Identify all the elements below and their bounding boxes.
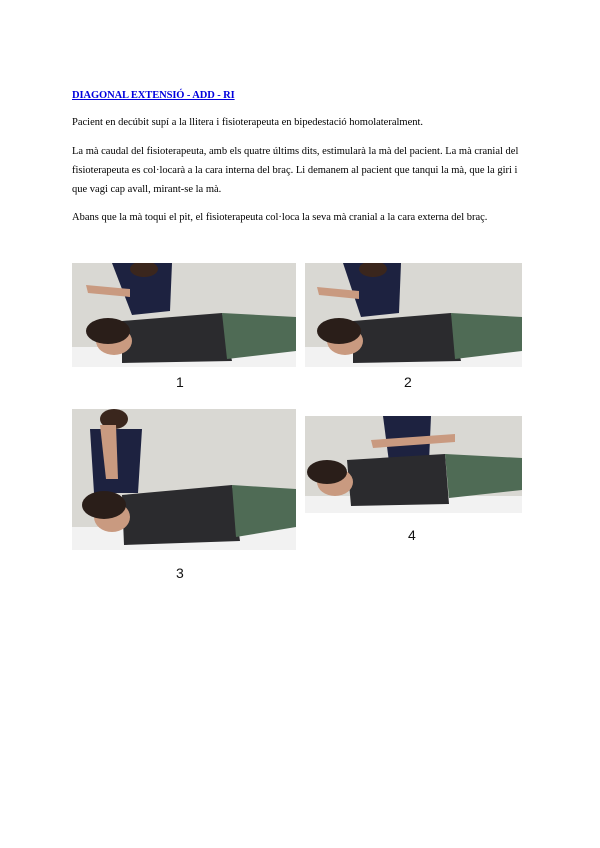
caption-1: 1 [176,374,184,390]
photo-step-1 [72,263,296,367]
caption-3: 3 [176,565,184,581]
caption-2: 2 [404,374,412,390]
photo-step-4 [305,416,522,513]
photo-step-2 [305,263,522,367]
paragraph-procedure: La mà caudal del fisioterapeuta, amb els quatre últims dits, estimularà la mà del pacient. La mà cranial del fisioterapeuta es col·locarà a la cara interna del braç. Li demanem al pacient que tanqui la mà, que la giri i que vagi cap avall, mirant-se la mà. [72,146,519,195]
paragraph-position: Pacient en decúbit supí a la llitera i fisioterapeuta en bipedestació homolateralment. [72,117,424,128]
paragraph-final-step: Abans que la mà toqui el pit, el fisioterapeuta col·loca la seva mà cranial a la cara externa del braç. [72,212,488,223]
page-heading[interactable]: DIAGONAL EXTENSIÓ - ADD - RI [72,90,235,101]
photo-step-3 [72,409,296,550]
caption-4: 4 [408,527,416,543]
